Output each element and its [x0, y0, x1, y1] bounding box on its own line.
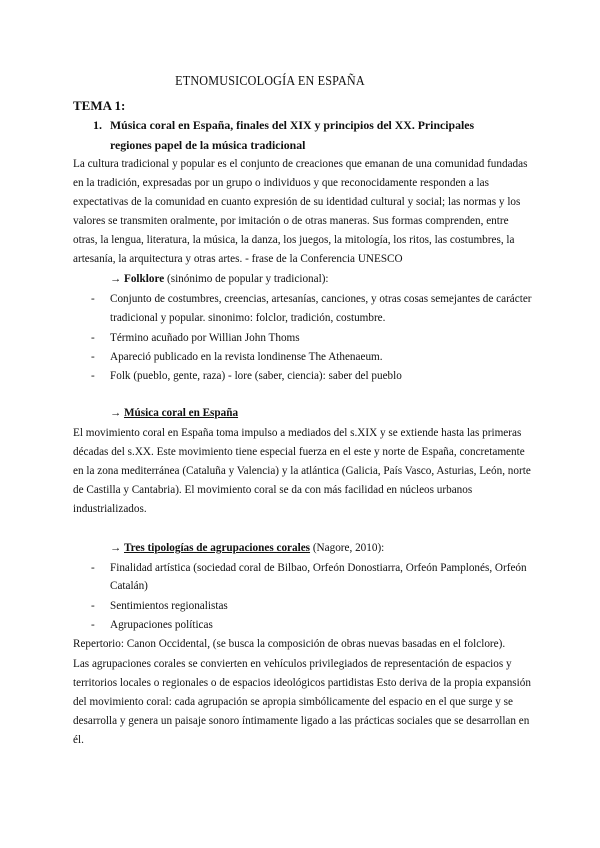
bullet-icon: -: [91, 351, 95, 363]
coral-line: décadas del s.XX. Este movimiento tiene especial fuerza en el este y norte de España, concretamente: [73, 446, 525, 458]
closing-line: territorios locales o regionales o de espacios ideológicos partidistas Esto deriva de la propia expansión: [73, 677, 531, 689]
tipologias-heading: [110, 542, 384, 554]
bullet-icon: -: [91, 332, 95, 344]
list-item: Folk (pueblo, gente, raza) - lore (saber, ciencia): saber del pueblo: [110, 370, 402, 382]
section-title-line-2: regiones papel de la música tradicional: [110, 138, 306, 152]
coral-line: en la zona mediterránea (Cataluña y Valencia) y la atlántica (Galicia, País Vasco, Asturias, León, norte: [73, 465, 531, 477]
intro-line: artesanía, la arquitectura y otras artes. - frase de la Conferencia UNESCO: [73, 253, 403, 265]
coral-line: de Castilla y Cantabria). El movimiento coral se da con más facilidad en núcleos urbanos: [73, 484, 473, 496]
coral-line: industrializados.: [73, 503, 147, 515]
closing-line: él.: [73, 734, 84, 746]
list-item: Sentimientos regionalistas: [110, 600, 228, 612]
closing-line: desarrolla y genera un paisaje sonoro íntimamente ligado a las prácticas sociales que se desarrollan en: [73, 715, 530, 727]
musica-coral-title: Música coral en España: [123, 407, 239, 419]
tipologias-note: (Nagore, 2010):: [310, 542, 385, 554]
arrow-icon: →: [110, 273, 122, 285]
musica-coral-heading: [110, 407, 238, 419]
intro-line: otras, la lengua, literatura, la música, la danza, los juegos, la mitología, los ritos, las costumbres, la: [73, 234, 515, 246]
document-title: ETNOMUSICOLOGÍA EN ESPAÑA: [175, 73, 365, 88]
folklore-title: Folklore: [123, 273, 165, 285]
list-item: Finalidad artística (sociedad coral de Bilbao, Orfeón Donostiarra, Orfeón Pamplonés, Orfeón: [110, 562, 527, 574]
list-item: Término acuñado por Willian John Thoms: [110, 332, 300, 344]
bullet-icon: -: [91, 619, 95, 631]
tipologias-title: Tres tipologías de agrupaciones corales: [123, 542, 311, 554]
intro-line: La cultura tradicional y popular es el conjunto de creaciones que emanan de una comunidad fundadas: [73, 158, 528, 170]
arrow-icon: →: [110, 407, 122, 419]
tema-heading: TEMA 1:: [73, 98, 126, 113]
list-item: Agrupaciones políticas: [110, 619, 213, 631]
closing-line: del movimiento coral: cada agrupación se apropia simbólicamente del espacio en el que surge y se: [73, 696, 513, 708]
section-number: 1.: [93, 118, 102, 132]
bullet-icon: -: [91, 600, 95, 612]
list-item-cont: tradicional y popular. sinonimo: folclor, tradición, costumbre.: [110, 312, 386, 324]
folklore-heading: [110, 273, 329, 285]
closing-line: Las agrupaciones corales se convierten en vehículos privilegiados de representación de espacios y: [73, 658, 512, 670]
section-title-line-1: Música coral en España, finales del XIX y principios del XX. Principales: [110, 118, 475, 132]
arrow-icon: →: [110, 542, 122, 554]
list-item: Conjunto de costumbres, creencias, artesanías, canciones, y otras cosas semejantes de carácter: [110, 293, 532, 305]
intro-line: expectativas de la comunidad en cuanto expresión de su identidad cultural y social; las normas y los: [73, 196, 521, 208]
bullet-icon: -: [91, 370, 95, 382]
list-item: Apareció publicado en la revista londinense The Athenaeum.: [110, 351, 383, 363]
folklore-note: (sinónimo de popular y tradicional):: [164, 273, 329, 285]
coral-line: El movimiento coral en España toma impulso a mediados del s.XIX y se extiende hasta las primeras: [73, 427, 522, 439]
closing-line: Repertorio: Canon Occidental, (se busca la composición de obras nuevas basadas en el folclore).: [73, 638, 506, 650]
bullet-icon: -: [91, 562, 95, 574]
list-item-cont: Catalán): [110, 580, 148, 592]
bullet-icon: -: [91, 293, 95, 305]
intro-line: valores se transmiten oralmente, por imitación o de otras maneras. Sus formas comprenden, entre: [73, 215, 509, 227]
intro-line: en la tradición, expresadas por un grupo o individuos y que reconocidamente responden a las: [73, 177, 489, 189]
